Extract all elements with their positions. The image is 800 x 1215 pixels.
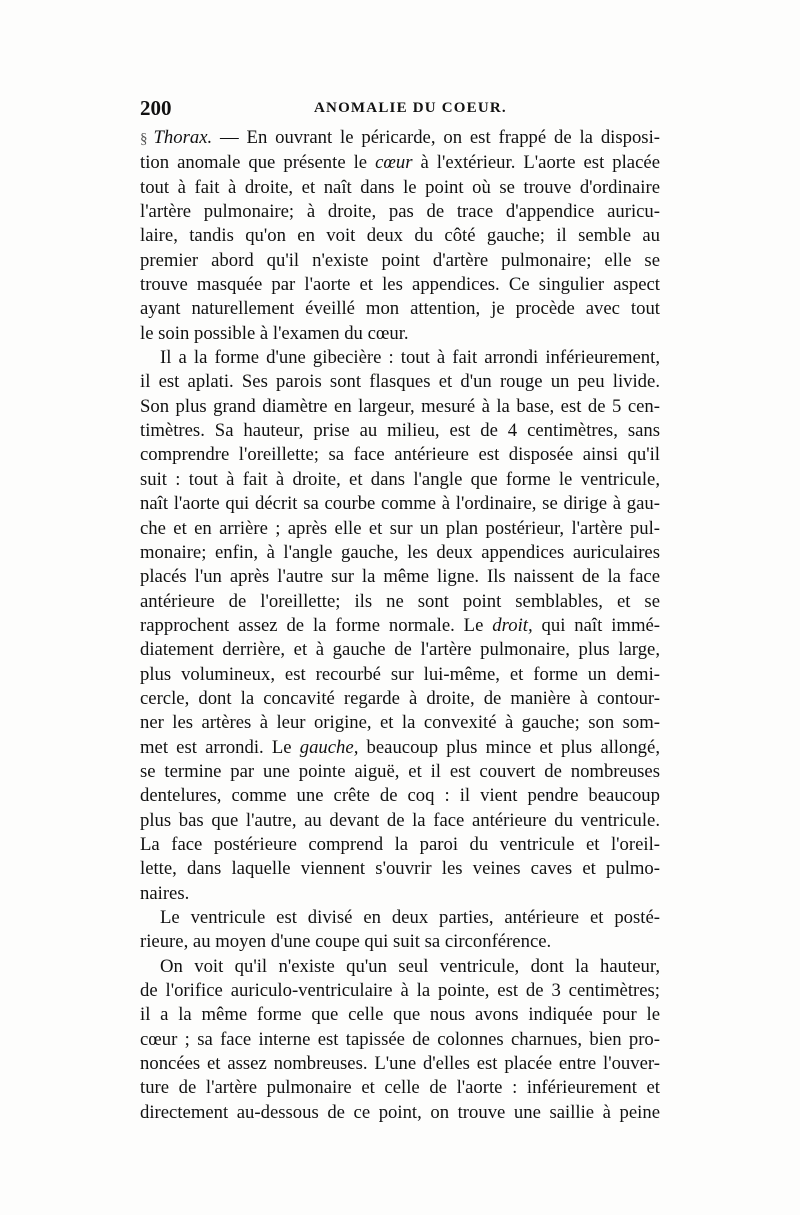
body-text [140, 126, 660, 1125]
italic-word: gauche, [299, 736, 359, 758]
text-line: monaire; enfin, à l'angle gauche, les deux appendices auriculaires [140, 541, 660, 563]
text-line: plus volumineux, est recourbé sur lui-même, et forme un demi- [140, 663, 660, 685]
text-line: comprendre l'oreillette; sa face antérieure est disposée ainsi qu'il [140, 444, 660, 466]
text-line: antérieure de l'oreillette; ils ne sont point semblables, et se [140, 590, 660, 612]
running-title: ANOMALIE DU COEUR. [314, 100, 507, 116]
text-line: dentelures, comme une crête de coq : il vient pendre beaucoup [140, 785, 660, 807]
text-line: trouve masquée par l'aorte et les appendices. Ce singulier aspect [140, 274, 660, 296]
italic-word: droit, [492, 614, 533, 636]
text-line [140, 614, 660, 638]
text-line: ner les artères à leur origine, et la convexité à gauche; son som- [140, 712, 660, 734]
text-line: Le ventricule est divisé en deux parties, antérieure et posté- [160, 907, 660, 928]
text-line: cercle, dont la concavité regarde à droite, de manière à contour- [140, 687, 660, 709]
text-line: ayant naturellement éveillé mon attention, je procède avec tout [140, 298, 660, 320]
text-line: le soin possible à l'examen du cœur. [140, 322, 409, 344]
text-line: Son plus grand diamètre en largeur, mesuré à la base, est de 5 cen- [140, 395, 660, 417]
text-line: il a la même forme que celle que nous avons indiquée pour le [140, 1004, 660, 1026]
text-line: cœur ; sa face interne est tapissée de colonnes charnues, bien pro- [140, 1028, 660, 1050]
text-line: se termine par une pointe aiguë, et il est couvert de nombreuses [140, 760, 660, 782]
text-line: Il a la forme d'une gibecière : tout à fait arrondi inférieurement, [160, 347, 660, 369]
line-text: qui naît immé- [532, 614, 660, 636]
text-line [140, 736, 660, 760]
text-line: ture de l'artère pulmonaire et celle de l'aorte : inférieurement et [140, 1077, 660, 1099]
text-line: plus bas que l'autre, au devant de la face antérieure du ventricule. [140, 809, 660, 831]
text-line: rieure, au moyen d'une coupe qui suit sa circonférence. [140, 931, 552, 953]
line-text: beaucoup plus mince et plus allongé, [358, 736, 660, 758]
line-text: à l'extérieur. L'aorte est placée [412, 152, 660, 174]
line-text: met est arrondi. Le [140, 736, 300, 758]
text-line: placés l'un après l'autre sur la même ligne. Ils naissent de la face [140, 566, 660, 588]
text-line: premier abord qu'il n'existe point d'artère pulmonaire; elle se [140, 249, 660, 271]
page-header [140, 96, 660, 122]
text-line: il est aplati. Ses parois sont flasques et d'un rouge un peu livide. [140, 371, 660, 393]
text-line: che et en arrière ; après elle et sur un plan postérieur, l'artère pul- [140, 517, 660, 539]
text-line: timètres. Sa hauteur, prise au milieu, est de 4 centimètres, sans [140, 420, 660, 442]
text-line: noncées et assez nombreuses. L'une d'elles est placée entre l'ouver- [140, 1053, 660, 1075]
text-line: de l'orifice auriculo-ventriculaire à la pointe, est de 3 centimètres; [140, 980, 660, 1002]
text-line: lette, dans laquelle viennent s'ouvrir les veines caves et pulmo- [140, 858, 660, 880]
text-line [140, 151, 660, 175]
page-number: 200 [140, 96, 172, 120]
text-line: laire, tandis qu'on en voit deux du côté gauche; il semble au [140, 225, 660, 247]
line-text: tion anomale que présente le [140, 152, 376, 174]
text-line: naires. [140, 882, 190, 904]
line-text: rapprochent assez de la forme normale. Le [140, 614, 493, 636]
text-line: tout à fait à droite, et naît dans le point où se trouve d'ordinaire [140, 176, 660, 198]
text-line: directement au-dessous de ce point, on trouve une saillie à peine [140, 1101, 660, 1123]
italic-word: cœur [375, 152, 413, 174]
section-heading: Thorax. [153, 127, 213, 148]
text-line: diatement derrière, et à gauche de l'artère pulmonaire, plus large, [140, 639, 660, 661]
text-line: l'artère pulmonaire; à droite, pas de trace d'appendice auricu- [140, 201, 660, 223]
text-line: suit : tout à fait à droite, et dans l'angle que forme le ventricule, [140, 468, 660, 490]
section-mark: § [140, 131, 148, 147]
text-line: On voit qu'il n'existe qu'un seul ventricule, dont la hauteur, [160, 955, 660, 977]
line-text: — En ouvrant le péricarde, on est frappé de la disposi- [212, 127, 660, 148]
text-line [140, 126, 660, 151]
text-line: La face postérieure comprend la paroi du ventricule et l'oreil- [140, 833, 660, 855]
text-line: naît l'aorte qui décrit sa courbe comme à l'ordinaire, se dirige à gau- [140, 493, 660, 515]
